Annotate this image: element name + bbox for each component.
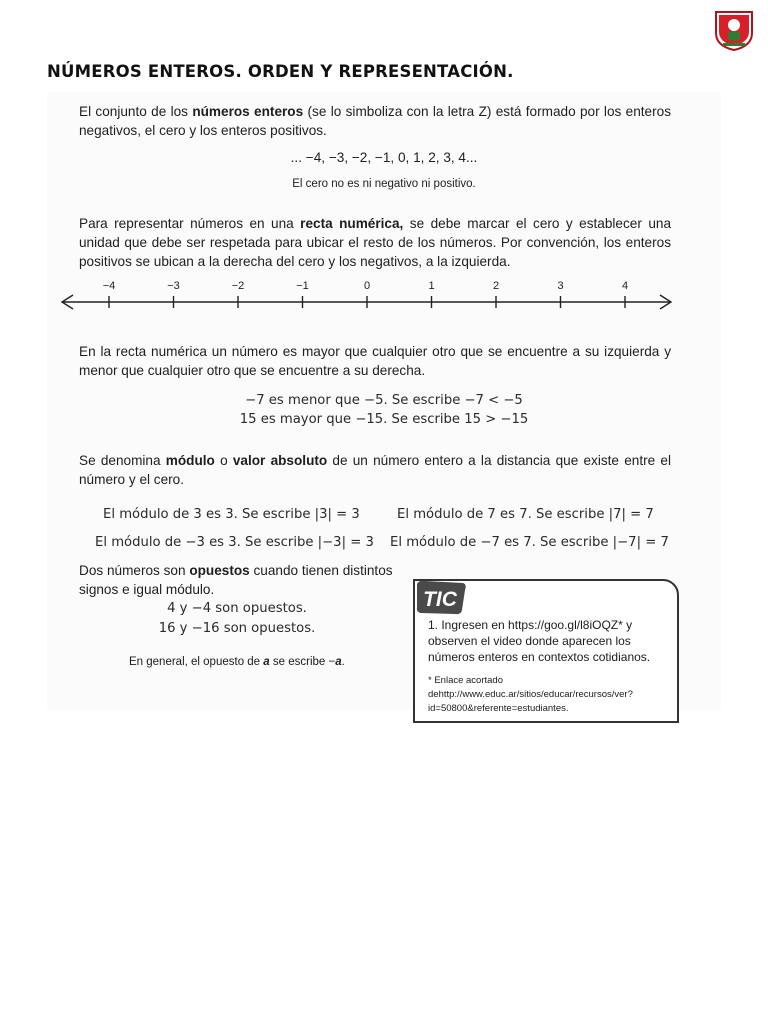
number-line-label: 0: [363, 280, 371, 292]
number-line-label: 4: [621, 280, 629, 292]
order-paragraph: En la recta numérica un número es mayor que cualquier otro que se encuentre a su izquierda y menor que cualquier otro que se encuentre a su derecha.: [79, 344, 671, 378]
modulo-example-4: El módulo de −7 es 7. Se escribe |−7| = 7: [390, 535, 669, 550]
number-line-label: −2: [231, 280, 245, 292]
page-title: NÚMEROS ENTEROS. ORDEN Y REPRESENTACIÓN.: [47, 62, 514, 81]
modulo-paragraph: Se denomina módulo o valor absoluto de un número entero a la distancia que existe entre el número y el cero.: [79, 453, 671, 487]
number-line-label: 2: [492, 280, 500, 292]
order-example-2: 15 es mayor que −15. Se escribe 15 > −15: [239, 412, 529, 427]
number-line-label: −1: [296, 280, 309, 292]
recta-paragraph: Para representar números en una recta numérica, se debe marcar el cero y establecer una unidad que debe ser respetada para ubicar el resto de los números. Por convención, los enteros positivos se ubican a la derecha del cero y los negativos, a la izquierda.: [79, 216, 672, 269]
opuestos-example-1: 4 y −4 son opuestos.: [167, 601, 307, 616]
tic-box: [413, 579, 679, 723]
general-rule: En general, el opuesto de a se escribe −a.: [129, 656, 345, 668]
zero-note: El cero no es ni negativo ni positivo.: [292, 178, 476, 190]
order-example-1: −7 es menor que −5. Se escribe −7 < −5: [245, 393, 523, 408]
school-crest-icon: [713, 9, 755, 51]
tic-label: TIC: [423, 588, 457, 611]
opuestos-example-2: 16 y −16 son opuestos.: [158, 621, 316, 636]
modulo-example-1: El módulo de 3 es 3. Se escribe |3| = 3: [103, 507, 360, 522]
number-line-label: 3: [557, 280, 564, 292]
tic-item: 1. Ingresen en https://goo.gl/l8iOQZ* y observen el video donde aparecen los números enteros en contextos cotidianos.: [428, 618, 651, 664]
number-line-label: −4: [102, 280, 116, 292]
modulo-example-3: El módulo de −3 es 3. Se escribe |−3| = 3: [95, 535, 374, 550]
intro-paragraph: El conjunto de los números enteros (se lo simboliza con la letra Z) está formado por los enteros negativos, el cero y los enteros positivos.: [79, 104, 671, 138]
opuestos-paragraph: Dos números son opuestos cuando tienen distintos signos e igual módulo.: [79, 563, 393, 597]
number-line-label: 1: [428, 280, 435, 292]
integer-sequence: ... −4, −3, −2, −1, 0, 1, 2, 3, 4...: [290, 150, 478, 165]
textbook-scan: [47, 92, 721, 714]
number-line: [59, 278, 674, 312]
tic-badge-icon: [415, 580, 467, 616]
number-line-label: −3: [167, 280, 180, 292]
modulo-example-2: El módulo de 7 es 7. Se escribe |7| = 7: [397, 507, 654, 522]
tic-note: * Enlace acortado dehttp://www.educ.ar/sitios/educar/recursos/ver?id=50800&referente=estudiantes.: [428, 675, 633, 714]
